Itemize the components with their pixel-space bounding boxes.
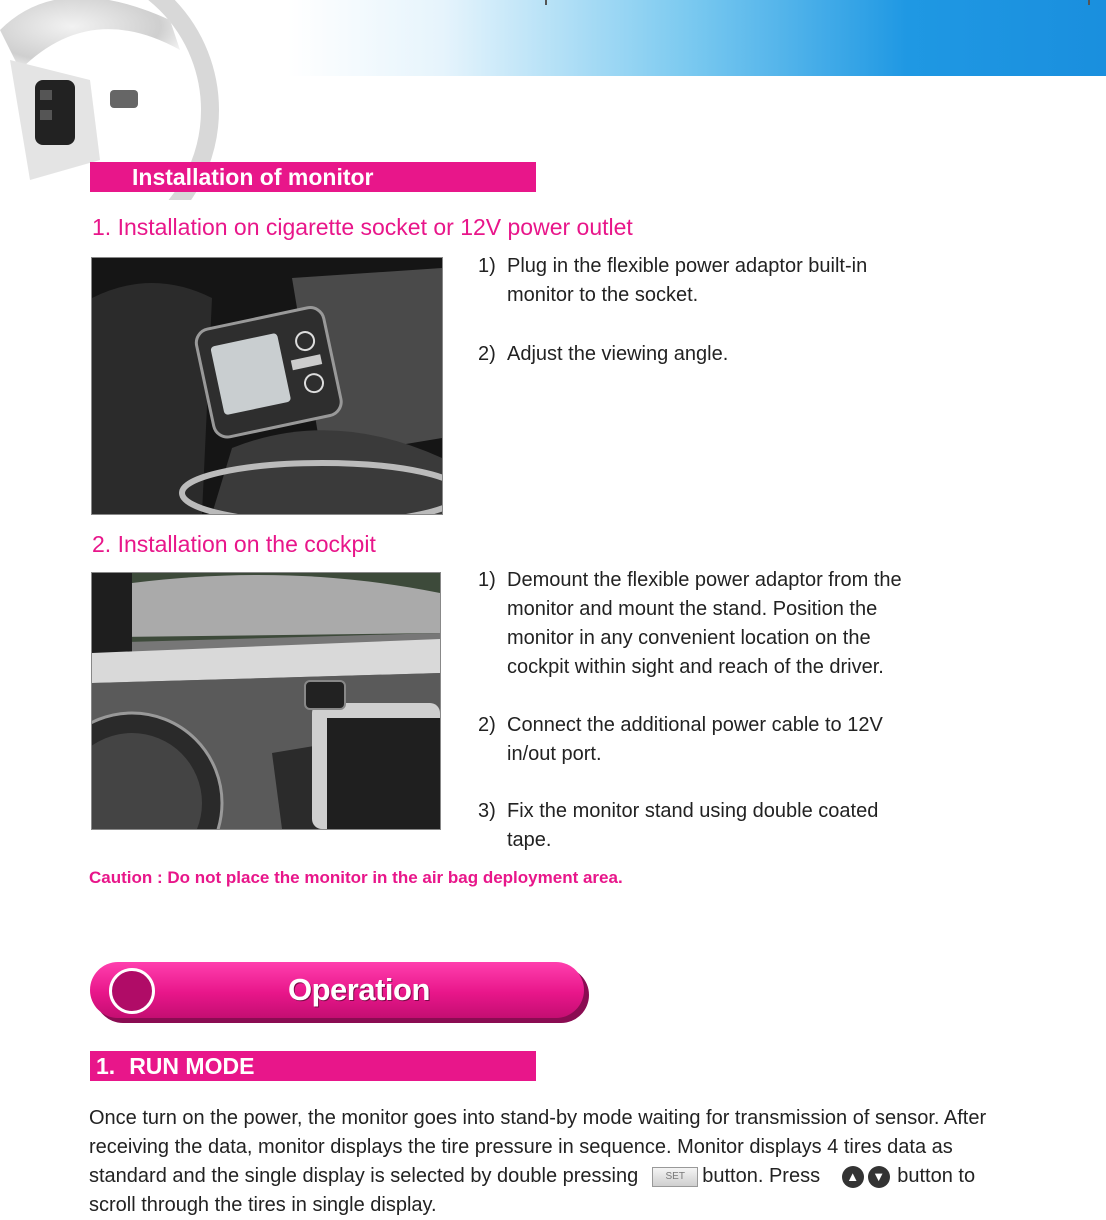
cockpit-install-photo [91, 572, 441, 830]
page-edge-tick [545, 0, 547, 5]
step-text: Plug in the flexible power adaptor built-in monitor to the socket. [507, 255, 868, 306]
caution-note: Caution : Do not place the monitor in the air bag deployment area. [89, 868, 623, 887]
paragraph-text: button. Press [702, 1165, 821, 1187]
run-mode-paragraph [89, 1104, 989, 1220]
page-edge-tick [1088, 0, 1090, 5]
step-number: 3) [478, 800, 496, 822]
step-number: 2) [478, 714, 496, 736]
subsection-heading: 2. Installation on the cockpit [92, 531, 376, 557]
circle-icon [109, 968, 155, 1014]
down-arrow-icon: ▼ [868, 1166, 890, 1188]
step-number: 2) [478, 343, 496, 365]
run-mode-number: 1. [96, 1053, 116, 1079]
run-mode-title: RUN MODE [129, 1053, 255, 1079]
step-number: 1) [478, 569, 496, 591]
instruction-step [478, 797, 998, 857]
instruction-step [478, 252, 998, 312]
up-arrow-icon: ▲ [842, 1166, 864, 1188]
operation-title: Operation [288, 972, 430, 1007]
paragraph-text: button to scroll through the tires in single display. [89, 1165, 976, 1216]
step-text: Adjust the viewing angle. [507, 343, 729, 365]
run-mode-bar [90, 1051, 536, 1081]
step-number: 1) [478, 255, 496, 277]
instruction-step [478, 340, 998, 370]
paragraph-text: Once turn on the power, the monitor goes into stand-by mode waiting for transmission of sensor. After receiving the data, monitor displays the tire pressure in sequence. Monitor displays 4 tires data as standard and the single display is selected by double pressing [89, 1107, 987, 1187]
step-text: Connect the additional power cable to 12V in/out port. [507, 714, 883, 765]
instruction-step [478, 711, 998, 771]
step-text: Fix the monitor stand using double coated tape. [507, 800, 879, 851]
socket-install-photo [91, 257, 443, 515]
step-text: Demount the flexible power adaptor from the monitor and mount the stand. Position the monitor in any convenient location on the cockpit within sight and reach of the driver. [507, 569, 902, 678]
set-button-icon: SET [652, 1167, 698, 1187]
subsection-heading: 1. Installation on cigarette socket or 12V power outlet [92, 214, 633, 240]
instruction-step [478, 566, 998, 686]
section-title-bar: Installation of monitor [90, 162, 536, 192]
